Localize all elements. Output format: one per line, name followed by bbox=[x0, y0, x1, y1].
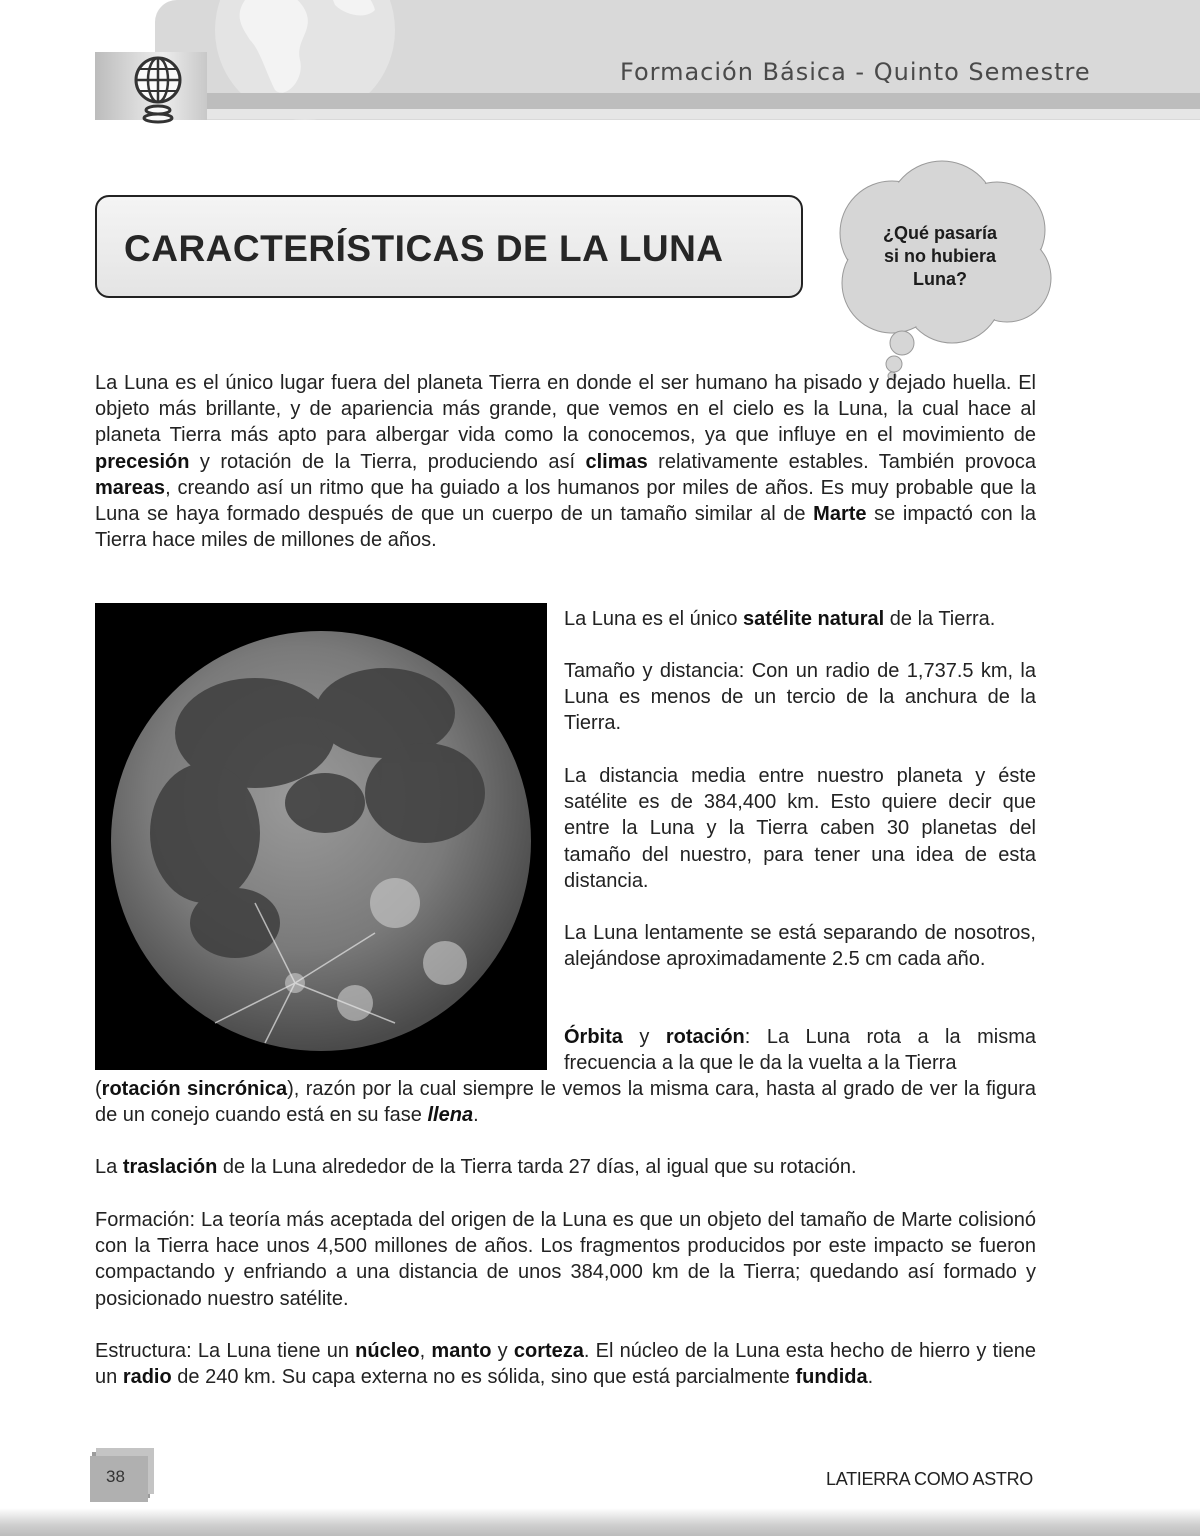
page-title: CARACTERÍSTICAS DE LA LUNA bbox=[124, 228, 724, 269]
orbit-paragraph: Órbita y rotación: La Luna rota a la misma frecuencia a la que le da la vuelta a la Tierra bbox=[564, 1026, 1036, 1075]
structure-paragraph: Estructura: La Luna tiene un núcleo, manto y corteza. El núcleo de la Luna esta hecho de hierro y tiene un radio de 240 km. Su capa externa no es sólida, sino que está parcialmente fundida. bbox=[95, 1340, 1036, 1389]
satellite-paragraph: La Luna es el único satélite natural de la Tierra. bbox=[564, 608, 996, 630]
cloud-line-3: Luna? bbox=[913, 269, 967, 289]
footer-band bbox=[0, 1508, 1200, 1536]
section-title: LATIERRA COMO ASTRO bbox=[826, 1469, 1034, 1489]
cloud-line-1: ¿Qué pasaría bbox=[882, 223, 998, 243]
moon-photo bbox=[95, 603, 547, 1070]
translation-paragraph: La traslación de la Luna alrededor de la Tierra tarda 27 días, al igual que su rotación. bbox=[95, 1156, 857, 1178]
separation-paragraph: La Luna lentamente se está separando de nosotros, alejándose aproximadamente 2.5 cm cada año. bbox=[564, 922, 1036, 971]
size-paragraph: Tamaño y distancia: Con un radio de 1,737.5 km, la Luna es menos de un tercio de la anchura de la Tierra. bbox=[564, 660, 1036, 735]
cloud-question bbox=[860, 222, 1020, 291]
cloud-line-2: si no hubiera bbox=[883, 246, 997, 266]
intro-paragraph: La Luna es el único lugar fuera del planeta Tierra en donde el ser humano ha pisado y dejado huella. El objeto más brillante, y de apariencia más grande, que vemos en el cielo es la Luna, la cual hace al planeta Tierra más apto para albergar vida como la conocemos, ya que influye en el movimiento de precesión y rotación de la Tierra, produciendo así climas relativamente estables. También provoca mareas, creando así un ritmo que ha guiado a los humanos por miles de años. Es muy probable que la Luna se haya formado después de que un cuerpo de un tamaño similar al de Marte se impactó con la Tierra hace miles de millones de años. bbox=[95, 372, 1036, 552]
header-stripe bbox=[205, 93, 1200, 109]
globe-logo-icon bbox=[126, 54, 190, 134]
distance-paragraph: La distancia media entre nuestro planeta y éste satélite es de 384,400 km. Esto quiere decir que entre la Luna y la Tierra caben 30 planetas del tamaño del nuestro, para tener una idea de esta distancia. bbox=[564, 765, 1036, 892]
header-stripe-light bbox=[205, 109, 1200, 119]
formation-paragraph: Formación: La teoría más aceptada del origen de la Luna es que un objeto del tamaño de Marte colisionó con la Tierra hace unos 4,500 millones de años. Los fragmentos producidos por este impacto se fueron compactando y enfriando a una distancia de unos 384,000 km de la Tierra; quedando así formado y posicionado nuestro satélite. bbox=[95, 1209, 1036, 1310]
page-number: 38 bbox=[106, 1467, 125, 1486]
orbit-continuation: (rotación sincrónica), razón por la cual siempre le vemos la misma cara, hasta al grado de ver la figura de un conejo cuando está en su fase llena. bbox=[95, 1078, 1036, 1127]
header-title: Formación Básica - Quinto Semestre bbox=[620, 58, 1091, 86]
